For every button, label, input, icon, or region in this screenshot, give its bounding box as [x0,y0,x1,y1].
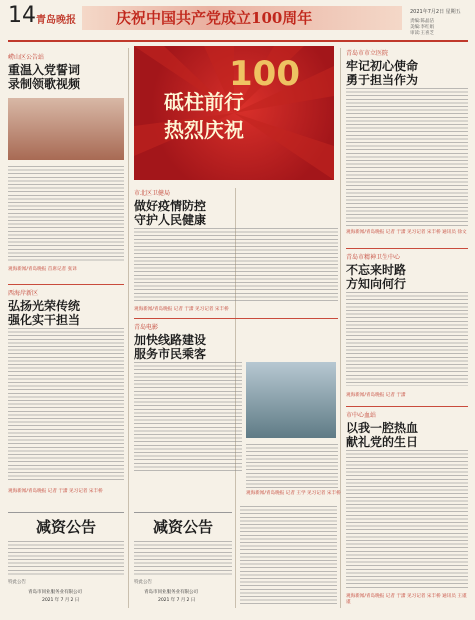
section-rule [8,284,124,285]
poster-number: 100 [229,54,300,94]
page-number: 14 [8,3,36,28]
article-body [134,228,338,302]
column-divider [128,48,129,608]
article-2 [134,188,338,314]
section-rule [134,318,338,319]
notice-date: 2021 年 7 月 2 日 [42,598,80,603]
notice-closing: 特此公告 [8,580,26,585]
notice-2 [134,512,232,613]
article-title-line-2: 方知向何行 [346,277,407,291]
article-byline: 观海新闻/青岛晚报 记者 于潇 见习记者 宋丰桥 通讯员 徐文 [346,230,467,235]
editor-line-2: 美编:李红娟 [410,25,435,30]
article-title-line-2: 勇于担当作为 [346,73,419,87]
masthead [0,0,475,38]
article-6-continued [240,506,337,606]
article-body [134,362,242,472]
article-byline: 观海新闻/青岛晚报 首席记者 张译 [8,267,77,272]
poster-line-2: 热烈庆祝 [164,118,244,142]
article-title-line-2: 守护人民健康 [134,213,207,227]
section-rule [346,406,468,407]
article-byline: 观海新闻/青岛晚报 记者 于潇 见习记者 宋丰桥 [134,307,229,312]
masthead-rule [8,40,468,42]
section-rule [346,248,468,249]
notice-title: 减资公告 [35,518,96,536]
article-byline: 观海新闻/青岛晚报 记者 王学 见习记者 宋丰桥 [246,491,341,496]
notice-body [8,541,124,577]
notice-title: 减资公告 [152,518,213,536]
article-title-line-1: 重温入党誓词 [8,63,81,77]
notice-body [134,541,232,577]
article-kicker: 崂山区公告站 [8,54,45,61]
article-kicker: 市中心血站 [346,412,377,419]
article-4 [346,252,468,402]
article-body [346,450,468,590]
article-byline: 观海新闻/青岛晚报 记者 于潇 见习记者 宋丰桥 [8,489,103,494]
article-title-line-1: 牢记初心使命 [346,59,419,73]
notice-closing: 特此公告 [134,580,152,585]
article-title-line-2: 献礼党的生日 [346,435,419,449]
article-title-line-1: 不忘来时路 [346,263,407,277]
article-title-line-2: 强化实干担当 [8,313,81,327]
notice-1 [8,512,124,613]
article-body [346,292,468,386]
article-1 [8,52,124,280]
article-kicker: 青岛电影 [134,324,159,331]
article-3 [346,48,468,244]
article-body [346,88,468,226]
notice-company: 青岛市同业服务业有限公司 [144,590,198,595]
article-photo [246,362,336,438]
article-kicker: 青岛市市立医院 [346,50,389,57]
article-title-line-2: 录制领歌视频 [8,77,81,91]
article-6 [134,322,341,500]
article-body [8,328,124,482]
anniversary-poster [134,46,334,180]
article-kicker: 市北区卫健局 [134,190,171,197]
article-body [246,444,338,488]
poster-line-1: 砥柱前行 [164,90,244,114]
paper-name-logo: 青岛晚报 [36,15,76,26]
column-divider [340,48,341,608]
article-kicker: 西海岸新区 [8,290,39,297]
article-byline: 观海新闻/青岛晚报 记者 于潇 见习记者 宋丰桥 通讯员 王谨谨 [346,594,467,605]
article-title-line-1: 加快线路建设 [134,333,207,347]
banner-title: 庆祝中国共产党成立100周年 [116,9,313,27]
article-5 [8,288,124,506]
notice-company: 青岛市同业服务业有限公司 [28,590,82,595]
article-body [8,166,124,262]
editor-line-3: 审读:王喜芝 [410,31,435,36]
article-photo [8,98,124,160]
article-title-line-2: 服务市民乘客 [134,347,207,361]
notice-date: 2021 年 7 月 2 日 [158,598,196,603]
article-title-line-1: 弘扬光荣传统 [8,299,81,313]
article-7 [346,410,468,610]
article-kicker: 青岛市精神卫生中心 [346,254,401,261]
issue-date: 2021年7月2日 星期五 [410,9,461,15]
editor-line-1: 责编:陈晶洁 [410,19,435,24]
article-title-line-1: 做好疫情防控 [134,199,207,213]
article-byline: 观海新闻/青岛晚报 记者 于潇 [346,393,406,398]
article-title-line-1: 以我一腔热血 [346,421,419,435]
